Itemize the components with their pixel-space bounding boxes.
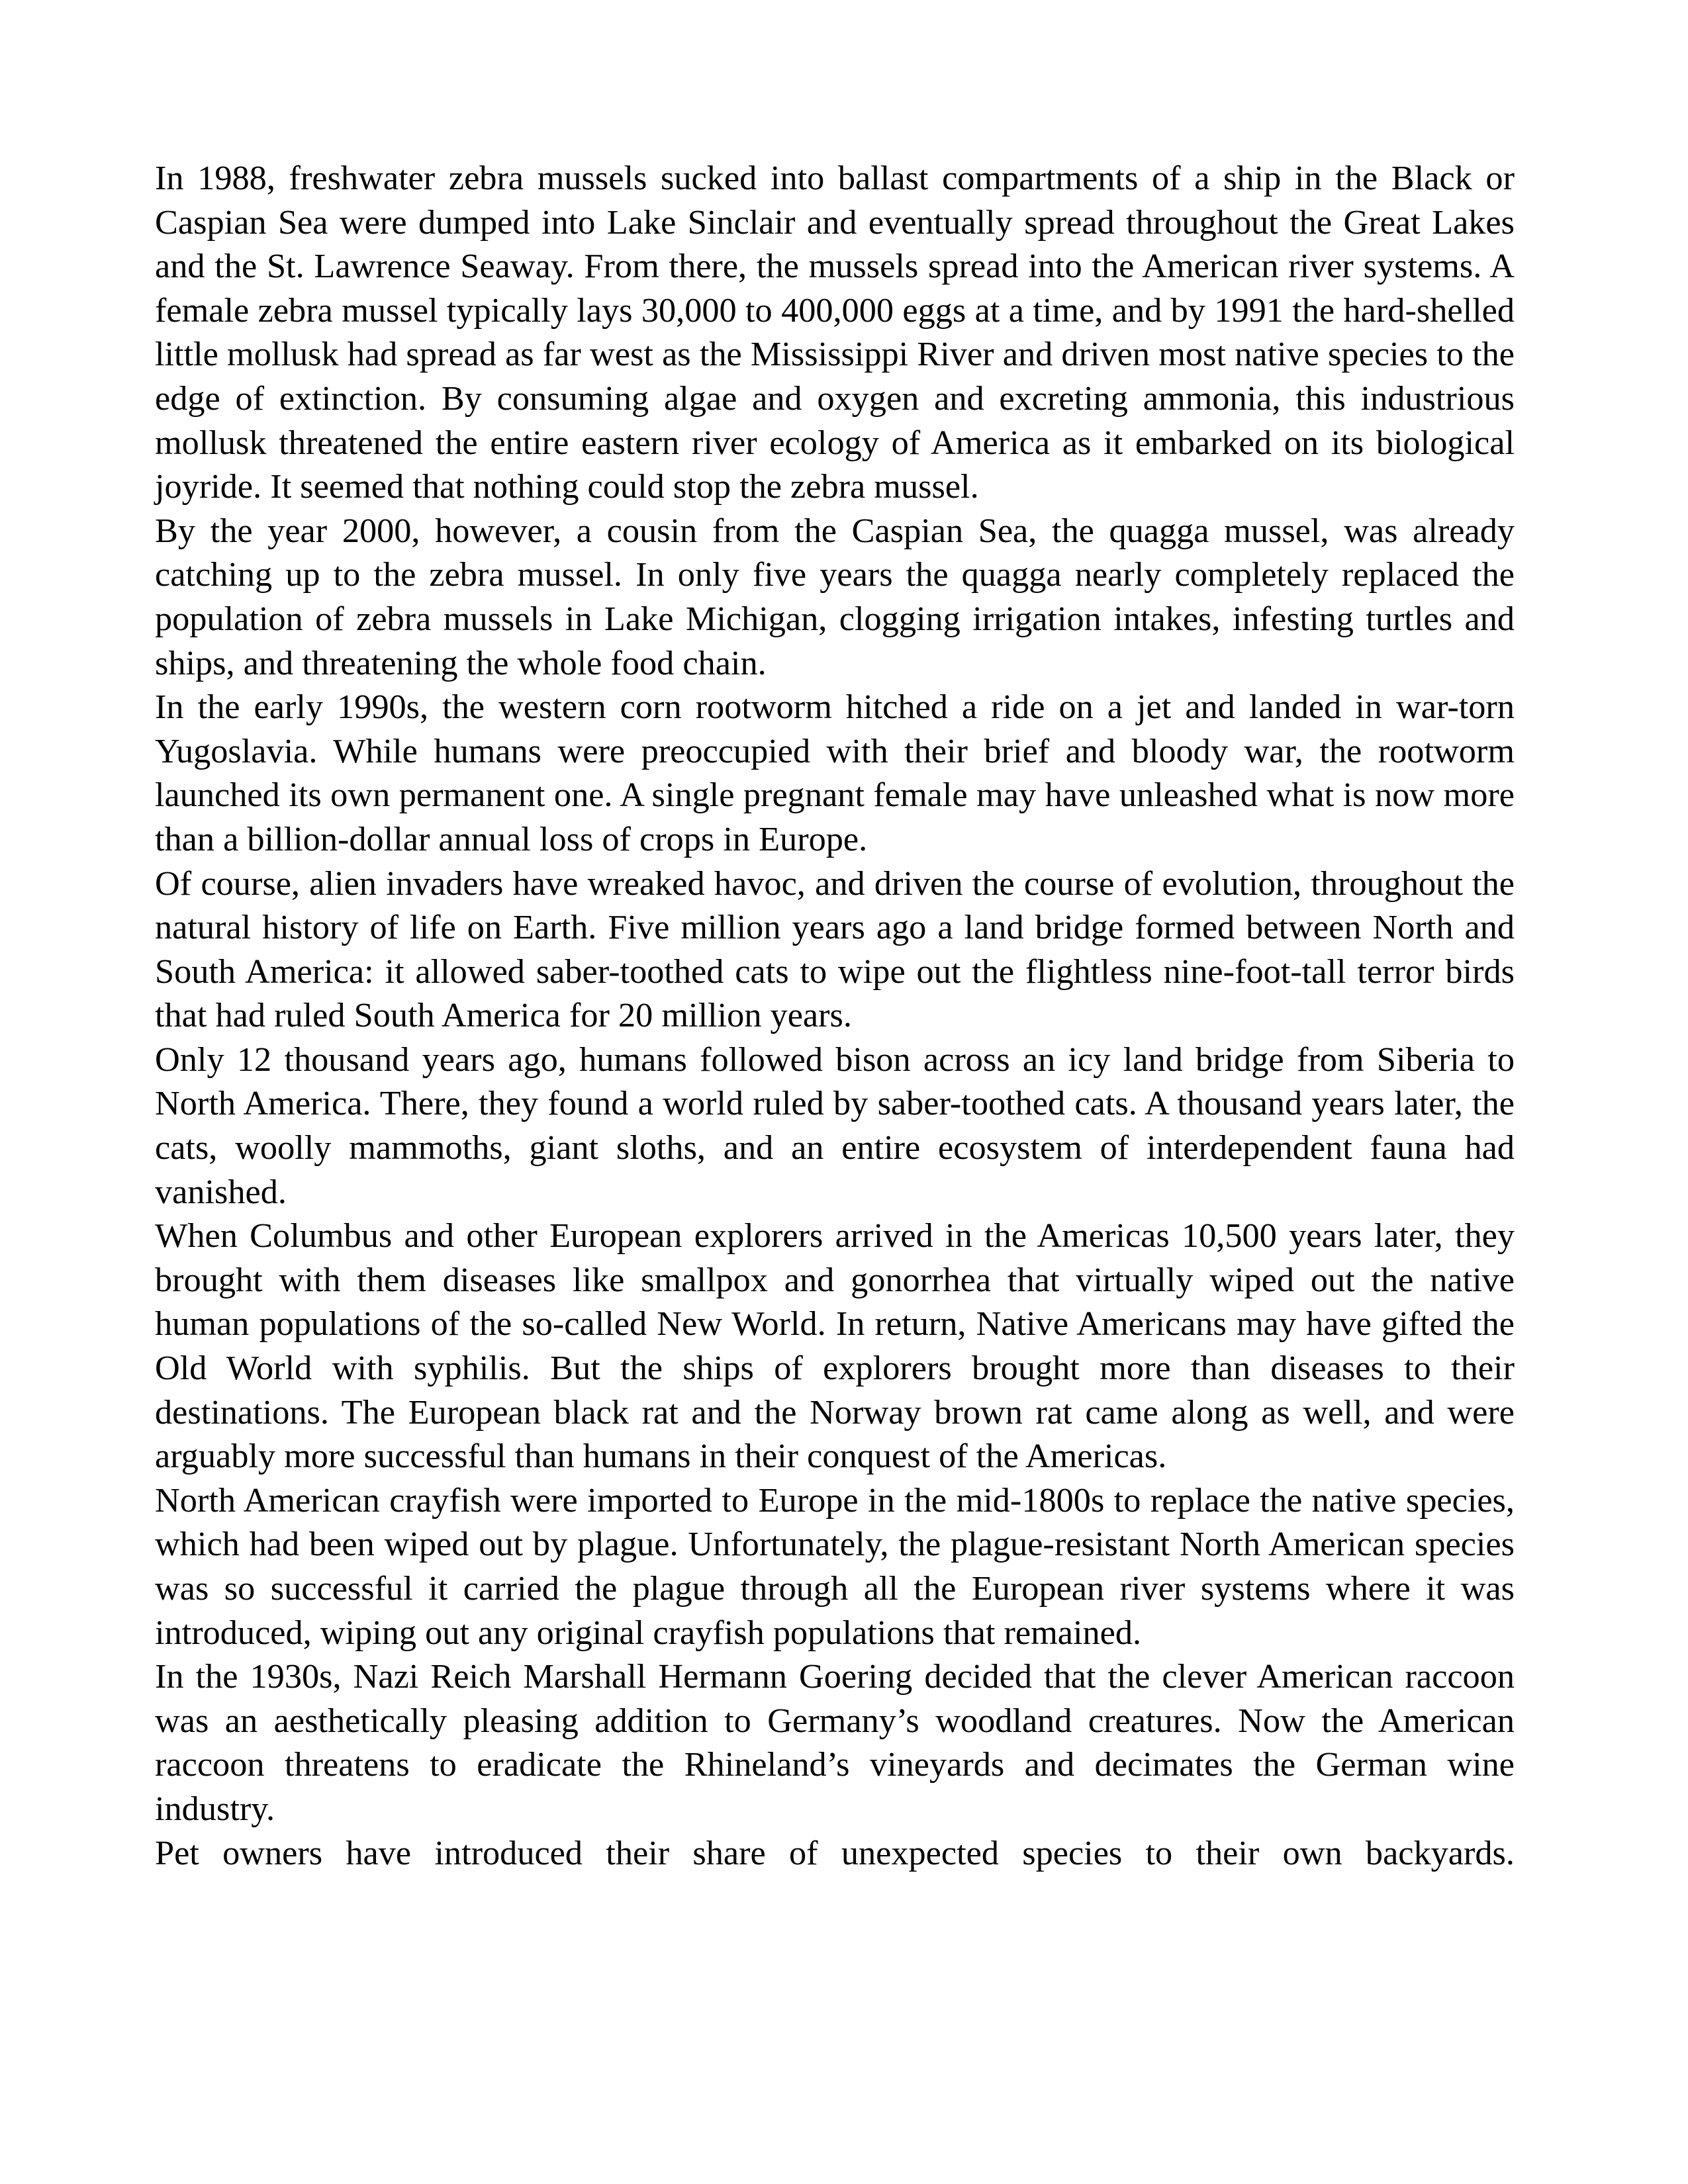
- paragraph-crayfish: North American crayfish were imported to Europe in the mid-1800s to replace the native species, which had been wiped out by plague. Unfortunately, the plague-resistant North American species was so successful it carried the plague through all the European river systems where it was introduced, wiping out any original crayfish populations that remained.: [155, 1480, 1515, 1652]
- paragraph-corn-rootworm: In the early 1990s, the western corn rootworm hitched a ride on a jet and landed in war-torn Yugoslavia. While humans were preoccupied with their brief and bloody war, the rootworm launched its own permanent one. A single pregnant female may have unleashed what is now more than a billion-dollar annual loss of crops in Europe.: [155, 688, 1515, 858]
- document-page: [155, 156, 1515, 1875]
- paragraph-columbus-explorers: When Columbus and other European explorers arrived in the Americas 10,500 years later, they brought with them diseases like smallpox and gonorrhea that virtually wiped out the native human populations of the so-called New World. In return, Native Americans may have gifted the Old World with syphilis. But the ships of explorers brought more than diseases to their destinations. The European black rat and the Norway brown rat came along as well, and were arguably more successful than humans in their conquest of the Americas.: [155, 1216, 1515, 1476]
- paragraph-land-bridge: Of course, alien invaders have wreaked havoc, and driven the course of evolution, throughout the natural history of life on Earth. Five million years ago a land bridge formed between North and South America: it allowed saber-toothed cats to wipe out the flightless nine-foot-tall terror birds that had ruled South America for 20 million years.: [155, 864, 1515, 1035]
- paragraph-bison-siberia: Only 12 thousand years ago, humans followed bison across an icy land bridge from Siberia to North America. There, they found a world ruled by saber-toothed cats. A thousand years later, the cats, woolly mammoths, giant sloths, and an entire ecosystem of interdependent fauna had vanished.: [155, 1040, 1515, 1211]
- paragraph-pet-owners: Pet owners have introduced their share of unexpected species to their own backyards.: [155, 1833, 1515, 1872]
- paragraph-quagga-mussel: By the year 2000, however, a cousin from the Caspian Sea, the quagga mussel, was already catching up to the zebra mussel. In only five years the quagga nearly completely replaced the population of zebra mussels in Lake Michigan, clogging irrigation intakes, infesting turtles and ships, and threatening the whole food chain.: [155, 511, 1515, 682]
- paragraph-raccoon: In the 1930s, Nazi Reich Marshall Hermann Goering decided that the clever American raccoon was an aesthetically pleasing addition to Germany’s woodland creatures. Now the American raccoon threatens to eradicate the Rhineland’s vineyards and decimates the German wine industry.: [155, 1657, 1515, 1828]
- paragraph-zebra-mussels: In 1988, freshwater zebra mussels sucked into ballast compartments of a ship in the Black or Caspian Sea were dumped into Lake Sinclair and eventually spread throughout the Great Lakes and the St. Lawrence Seaway. From there, the mussels spread into the American river systems. A female zebra mussel typically lays 30,000 to 400,000 eggs at a time, and by 1991 the hard-shelled little mollusk had spread as far west as the Mississippi River and driven most native species to the edge of extinction. By consuming algae and oxygen and excreting ammonia, this industrious mollusk threatened the entire eastern river ecology of America as it embarked on its biological joyride. It seemed that nothing could stop the zebra mussel.: [155, 159, 1515, 506]
